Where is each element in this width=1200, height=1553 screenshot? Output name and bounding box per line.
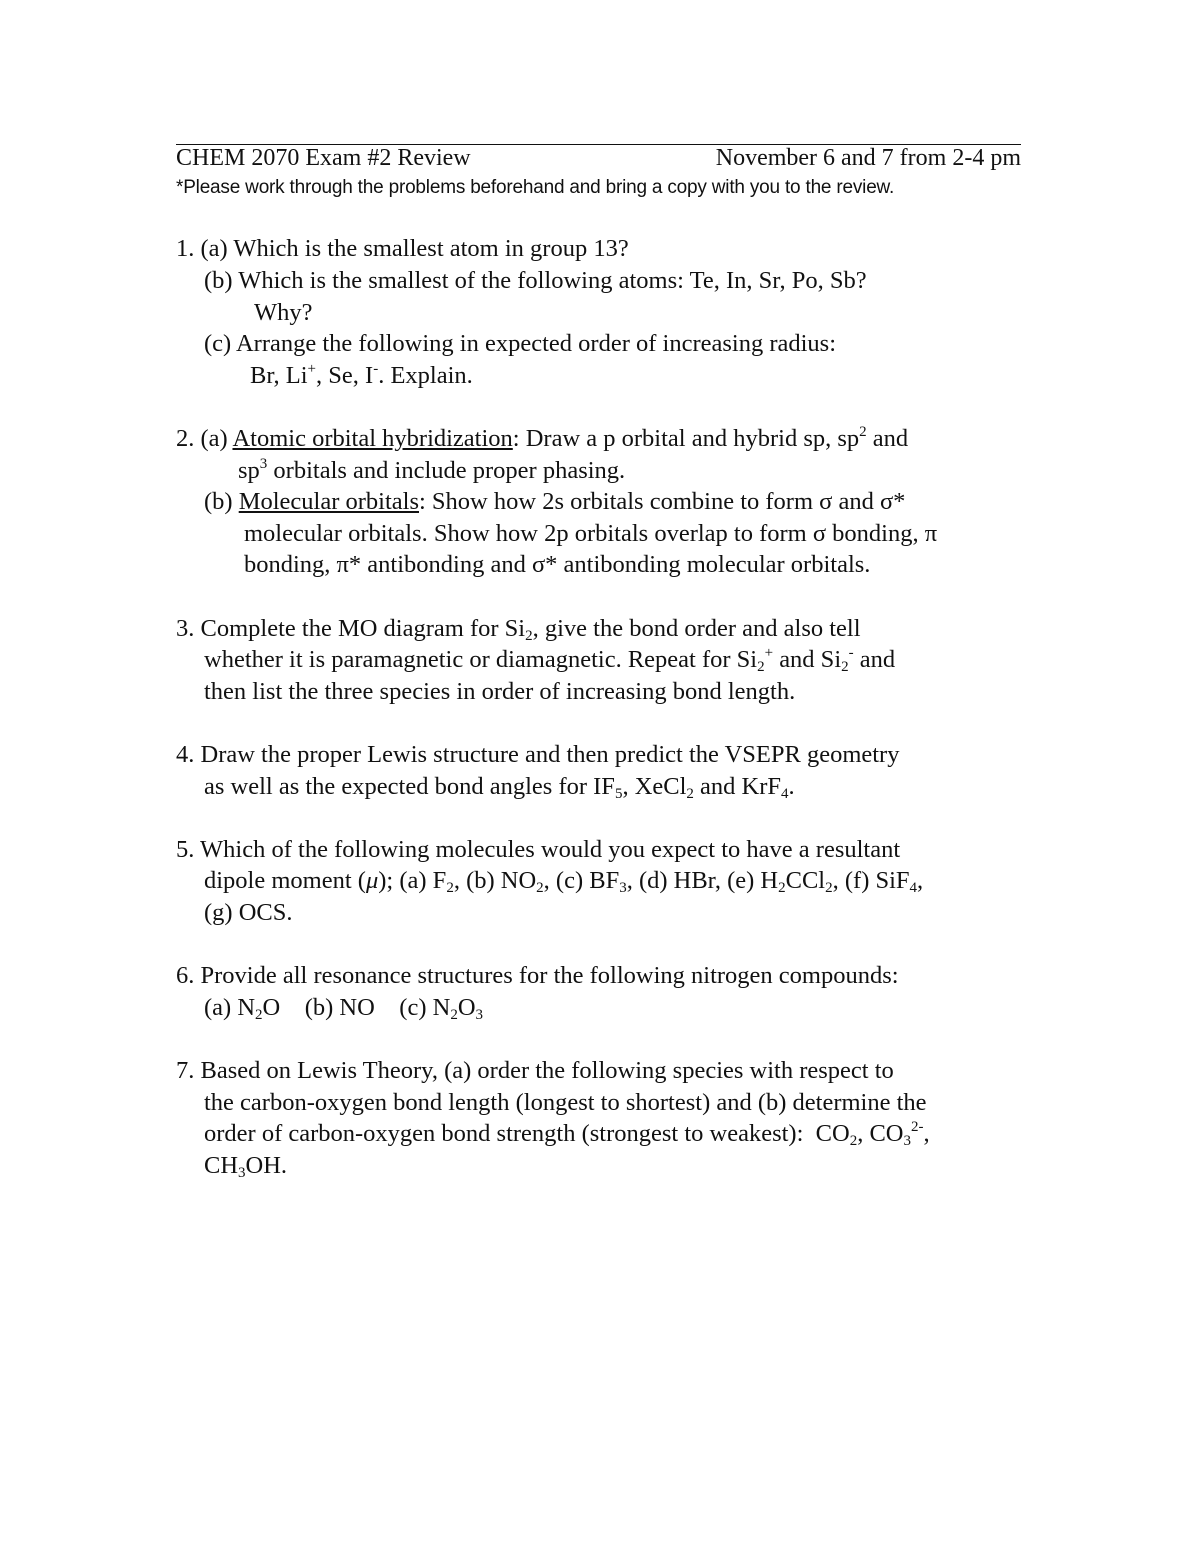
header <box>176 144 1021 171</box>
q4-line-2: as well as the expected bond angles for $IF_5$, XeCl$_2$ and KrF$_4$. <box>204 773 795 802</box>
q1-part-a: 1. (a) Which is the smallest atom in group 13? <box>176 235 629 262</box>
q7-line-2: the carbon-oxygen bond length (longest to shortest) and (b) determine the <box>204 1089 927 1116</box>
q7-line-4: $CH_3OH$. <box>204 1152 288 1181</box>
q7-line-3: order of carbon-oxygen bond strength (strongest to weakest): $CO_2$, $CO_3^{2-}$, <box>204 1119 930 1149</box>
q6-line-2: (a) $N_2O$ (b) NO (c) $N_2O_3$ <box>204 994 484 1023</box>
q2-part-b-cont2: bonding, π* antibonding and σ* antibonding molecular orbitals. <box>244 551 871 578</box>
q6-line-1: 6. Provide all resonance structures for the following nitrogen compounds: <box>176 962 899 989</box>
q3-line-1: 3. Complete the MO diagram for $Si_2$, give the bond order and also tell <box>176 615 861 644</box>
q5-line-1: 5. Which of the following molecules would you expect to have a resultant <box>176 836 901 863</box>
q4-line-1: 4. Draw the proper Lewis structure and then predict the VSEPR geometry <box>176 741 900 768</box>
q5-line-2: dipole moment (μ); (a) $F_2$, (b) $NO_2$, (c) $BF_3$, (d) HBr, (e) $H_2CCl_2$, (f) SiF$_4$, <box>204 867 924 896</box>
review-dates: November 6 and 7 from 2-4 pm <box>715 145 1021 171</box>
q2-part-b-cont1: molecular orbitals. Show how 2p orbitals overlap to form σ bonding, π <box>244 520 938 547</box>
document-title: CHEM 2070 Exam #2 Review <box>176 145 471 171</box>
q2-part-a-cont: $sp^3$ orbitals and include proper phasing. <box>238 456 626 484</box>
q1-part-c-species: Br, Li+, Se, I-. Explain. <box>250 361 473 389</box>
q7-line-1: 7. Based on Lewis Theory, (a) order the following species with respect to <box>176 1057 894 1084</box>
q3-line-3: then list the three species in order of increasing bond length. <box>204 678 796 705</box>
instruction-note: *Please work through the problems beforehand and bring a copy with you to the review. <box>176 177 895 198</box>
q2-part-a: 2. (a) Atomic orbital hybridization: Draw a p orbital and hybrid sp, $sp^2$ and <box>176 424 909 452</box>
q5-line-3: (g) OCS. <box>204 899 293 926</box>
q2-part-b: (b) Molecular orbitals: Show how 2s orbitals combine to form σ and σ* <box>204 488 906 515</box>
q1-part-b: (b) Which is the smallest of the following atoms: Te, In, Sr, Po, Sb? <box>204 267 867 294</box>
q1-part-b-why: Why? <box>254 299 313 326</box>
q3-line-2: whether it is paramagnetic or diamagnetic. Repeat for $Si_2^+$ and $Si_2^-$ and <box>204 645 896 675</box>
q1-part-c: (c) Arrange the following in expected order of increasing radius: <box>204 330 836 357</box>
